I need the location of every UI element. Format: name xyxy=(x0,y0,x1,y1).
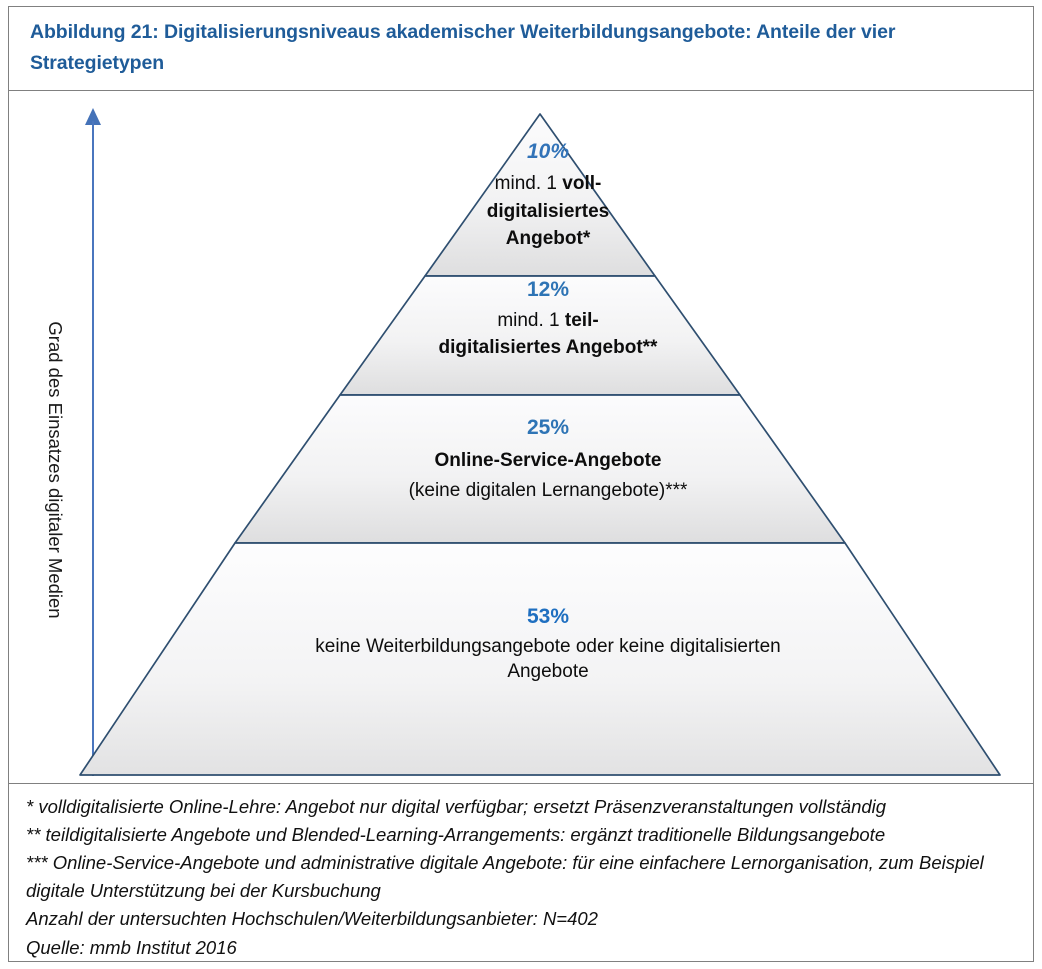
tier-1-line2-bold: digitalisiertes xyxy=(486,200,610,222)
footnote-3: *** Online-Service-Angebote und administrative digitale Angebote: für eine einfachere Lernorganisation, zum Beispiel digitale Unterstützung bei der Kursbuchung xyxy=(26,852,984,902)
page-title: Abbildung 21: Digitalisierungsniveaus akademischer Weiterbildungsangebote: Anteile der vier Strategietypen xyxy=(30,21,896,74)
tier-1-line1-plain: mind. 1 xyxy=(494,173,563,195)
pyramid-tier-1-label xyxy=(388,138,708,253)
tier-2-text xyxy=(439,310,658,358)
footnote-1: * volldigitalisierte Online-Lehre: Angebot nur digital verfügbar; ersetzt Präsenzveranstaltungen vollständig xyxy=(26,796,887,817)
tier-2-line1-bold: teil- xyxy=(564,310,599,332)
tier-2-percent: 12% xyxy=(526,278,570,301)
tier-1-percent: 10% xyxy=(526,140,570,163)
pyramid-tier-3-label xyxy=(248,414,848,505)
tier-4-line1-plain: keine Weiterbildungsangebote oder keine digitalisierten xyxy=(315,636,781,658)
tier-3-text xyxy=(409,450,688,500)
figure-notes xyxy=(8,783,1034,962)
tier-3-percent: 25% xyxy=(526,416,570,439)
footnote-2: ** teildigitalisierte Angebote und Blended-Learning-Arrangements: ergänzt traditionelle Bildungsangebote xyxy=(26,824,886,846)
y-axis-label: Grad des Einsatzes digitaler Medien xyxy=(45,321,66,619)
chart-plot-area xyxy=(8,91,1034,783)
tier-4-text xyxy=(315,636,780,682)
tier-2-line1-plain: mind. 1 xyxy=(497,310,565,332)
tier-1-line1-bold: voll- xyxy=(562,173,602,195)
tier-1-line3-bold: Angebot* xyxy=(505,228,591,250)
figure-title-band xyxy=(8,6,1034,91)
tier-2-line2-bold: digitalisiertes Angebot** xyxy=(438,336,658,358)
pyramid-tier-4-label xyxy=(168,603,928,685)
sample-size-note: Anzahl der untersuchten Hochschulen/Weiterbildungsanbieter: N=402 xyxy=(26,908,598,930)
tier-3-line1-bold: Online-Service-Angebote xyxy=(434,450,662,472)
tier-4-line2-plain: Angebote xyxy=(507,660,589,682)
pyramid-tier-2-label xyxy=(338,276,758,361)
tier-3-line2-plain: (keine digitalen Lernangebote)*** xyxy=(408,479,688,501)
tier-4-percent: 53% xyxy=(526,605,570,628)
source-note: Quelle: mmb Institut 2016 xyxy=(26,936,237,958)
tier-1-text xyxy=(487,173,610,249)
